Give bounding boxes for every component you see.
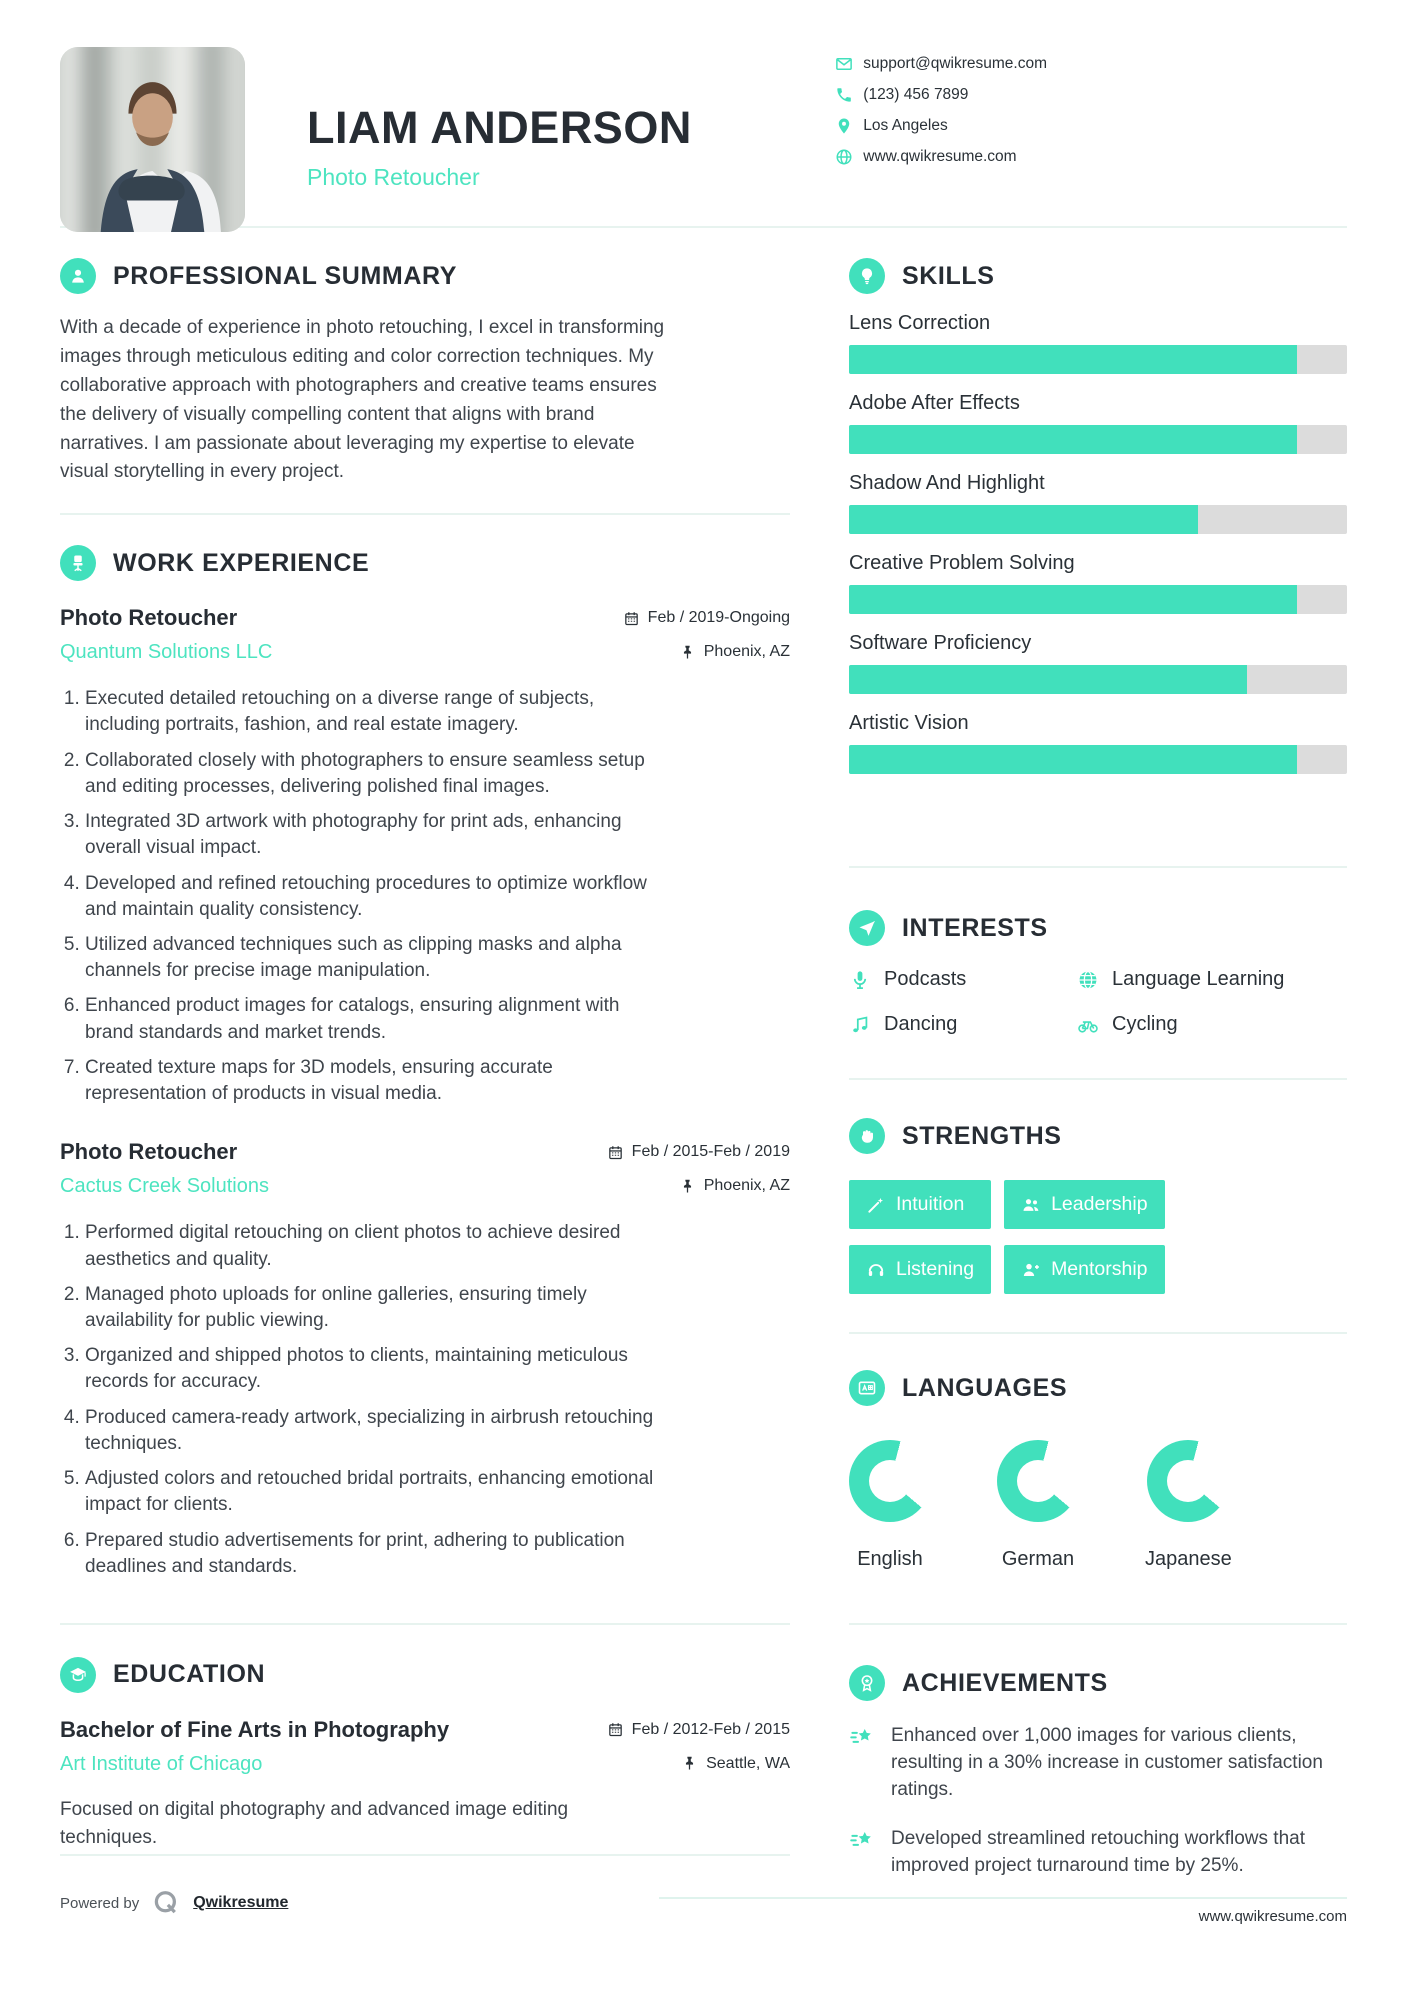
achievement-text: Developed streamlined retouching workflows that improved project turnaround time by 25%. bbox=[891, 1827, 1305, 1876]
person-icon bbox=[60, 258, 96, 294]
interest-label: Language Learning bbox=[1112, 968, 1285, 990]
skill-item bbox=[849, 312, 1347, 374]
strengths-title: STRENGTHS bbox=[902, 1121, 1062, 1150]
location-icon bbox=[835, 117, 853, 135]
footer-website-link[interactable]: www.qwikresume.com bbox=[1198, 1908, 1347, 1925]
languages-row bbox=[849, 1440, 1347, 1571]
section-work-experience bbox=[60, 545, 790, 1589]
strength-badge bbox=[1004, 1245, 1165, 1294]
pushpin-icon bbox=[681, 1755, 698, 1772]
skill-bar-track bbox=[849, 665, 1347, 694]
divider bbox=[60, 513, 790, 515]
education-location bbox=[681, 1755, 790, 1773]
bullet: 3. Organized and shipped photos to clients, maintaining meticulous records for accuracy. bbox=[85, 1343, 665, 1395]
strengths-section-header bbox=[849, 1118, 1347, 1154]
pushpin-icon bbox=[679, 1178, 696, 1195]
strength-label: Listening bbox=[896, 1258, 975, 1280]
language-ring bbox=[997, 1440, 1079, 1522]
language-item bbox=[997, 1440, 1079, 1571]
job2-company: Cactus Creek Solutions bbox=[60, 1175, 269, 1198]
job2-company-row bbox=[60, 1165, 790, 1198]
person-silhouette-icon bbox=[60, 47, 245, 232]
summary-section-header bbox=[60, 258, 790, 294]
headphones-icon bbox=[866, 1260, 886, 1280]
header bbox=[60, 47, 1347, 232]
skill-label: Adobe After Effects bbox=[849, 392, 1020, 414]
bullet: 4. Produced camera-ready artwork, specializing in airbrush retouching techniques. bbox=[85, 1405, 665, 1457]
work-section-header bbox=[60, 545, 790, 581]
interest-item bbox=[1077, 968, 1347, 991]
microphone-icon bbox=[849, 969, 871, 991]
skill-label: Creative Problem Solving bbox=[849, 552, 1075, 574]
education-title: EDUCATION bbox=[113, 1660, 266, 1689]
job2-location-text: Phoenix, AZ bbox=[703, 1177, 790, 1195]
section-languages bbox=[849, 1370, 1347, 1571]
divider bbox=[849, 866, 1347, 868]
language-item bbox=[1145, 1440, 1232, 1571]
skill-item bbox=[849, 712, 1347, 774]
language-ring bbox=[849, 1440, 931, 1522]
job2-date bbox=[607, 1143, 790, 1161]
calendar-icon bbox=[607, 1721, 624, 1738]
bullet: 2. Collaborated closely with photographers to ensure seamless setup and editing processes, delivering polished final images. bbox=[85, 748, 665, 800]
job-entry-2 bbox=[60, 1139, 790, 1580]
job2-location bbox=[679, 1177, 790, 1195]
education-date-text: Feb / 2012-Feb / 2015 bbox=[631, 1720, 790, 1738]
section-professional-summary bbox=[60, 258, 790, 487]
office-chair-icon bbox=[60, 545, 96, 581]
skill-label: Artistic Vision bbox=[849, 712, 969, 734]
bullet: 1. Performed digital retouching on client photos to achieve desired aesthetics and quality. bbox=[85, 1220, 665, 1272]
left-column bbox=[60, 258, 790, 1963]
music-note-icon bbox=[849, 1014, 871, 1036]
footer-divider bbox=[659, 1897, 1347, 1899]
language-ring bbox=[1147, 1440, 1229, 1522]
divider bbox=[849, 1078, 1347, 1080]
skills-title: SKILLS bbox=[902, 261, 995, 290]
strength-label: Intuition bbox=[896, 1193, 965, 1215]
skill-bar-fill bbox=[849, 585, 1297, 614]
summary-text: With a decade of experience in photo retouching, I excel in transforming images through meticulous editing and color correction techniques. My collaborative approach with photographers and creative teams ensures the delivery of visually compelling content that aligns with brand narratives. I am passionate about leveraging my expertise to elevate visual storytelling in every project. bbox=[60, 317, 665, 483]
lightbulb-icon bbox=[849, 258, 885, 294]
education-entry bbox=[60, 1717, 790, 1853]
skill-bar-track bbox=[849, 345, 1347, 374]
skill-label: Lens Correction bbox=[849, 312, 991, 334]
globe-icon bbox=[835, 148, 853, 166]
languages-section-header bbox=[849, 1370, 1347, 1406]
globe-icon bbox=[1077, 969, 1099, 991]
job1-title: Photo Retoucher bbox=[60, 605, 238, 631]
skill-item bbox=[849, 552, 1347, 614]
achievement-text: Enhanced over 1,000 images for various clients, resulting in a 30% increase in customer satisfaction ratings. bbox=[891, 1725, 1323, 1800]
skill-bar-fill bbox=[849, 665, 1247, 694]
job1-date bbox=[623, 609, 790, 627]
right-footer bbox=[849, 1897, 1347, 1963]
skill-item bbox=[849, 632, 1347, 694]
bullet: 3. Integrated 3D artwork with photography for print ads, enhancing overall visual impact. bbox=[85, 809, 665, 861]
bullet: 6. Enhanced product images for catalogs, ensuring alignment with brand standards and market trends. bbox=[85, 993, 665, 1045]
bullet: 1. Executed detailed retouching on a diverse range of subjects, including portraits, fashion, and real estate imagery. bbox=[85, 686, 665, 738]
education-school-row bbox=[60, 1743, 790, 1776]
interest-label: Dancing bbox=[884, 1013, 958, 1035]
qwikresume-logo-icon bbox=[151, 1888, 181, 1918]
contact-phone[interactable] bbox=[835, 86, 1047, 104]
powered-by-label: Powered by bbox=[60, 1894, 140, 1912]
contact-list bbox=[835, 47, 1047, 166]
education-school: Art Institute of Chicago bbox=[60, 1752, 263, 1775]
profile-photo bbox=[60, 47, 245, 232]
job-entry-1 bbox=[60, 605, 790, 1107]
language-label: English bbox=[857, 1548, 923, 1570]
shooting-star-icon bbox=[849, 1725, 876, 1804]
qwikresume-link[interactable]: Qwikresume bbox=[193, 1894, 289, 1911]
person-name: LIAM ANDERSON bbox=[307, 102, 692, 153]
skill-label: Software Proficiency bbox=[849, 632, 1032, 654]
divider bbox=[849, 1623, 1347, 1625]
person-plus-icon bbox=[1021, 1260, 1041, 1280]
divider bbox=[849, 1332, 1347, 1334]
email-icon bbox=[835, 55, 853, 73]
strength-badge bbox=[849, 1180, 991, 1229]
bullet: 2. Managed photo uploads for online galleries, ensuring timely availability for public viewing. bbox=[85, 1282, 665, 1334]
phone-icon bbox=[835, 86, 853, 104]
section-strengths bbox=[849, 1118, 1347, 1294]
job1-title-row bbox=[60, 605, 790, 631]
job2-title-row bbox=[60, 1139, 790, 1165]
interests-section-header bbox=[849, 910, 1347, 946]
skill-bar-track bbox=[849, 505, 1347, 534]
strength-badge bbox=[849, 1245, 991, 1294]
bullet: 6. Prepared studio advertisements for print, adhering to publication deadlines and standards. bbox=[85, 1528, 665, 1580]
calendar-icon bbox=[623, 610, 640, 627]
interest-label: Cycling bbox=[1112, 1013, 1178, 1035]
bullet: 7. Created texture maps for 3D models, ensuring accurate representation of products in visual media. bbox=[85, 1055, 665, 1107]
skill-item bbox=[849, 472, 1347, 534]
pushpin-icon bbox=[679, 644, 696, 661]
education-section-header bbox=[60, 1657, 790, 1693]
interest-label: Podcasts bbox=[884, 968, 967, 990]
skill-item bbox=[849, 392, 1347, 454]
achievements-list bbox=[849, 1723, 1347, 1880]
job1-location bbox=[679, 643, 790, 661]
paper-plane-icon bbox=[849, 910, 885, 946]
skill-bar-track bbox=[849, 585, 1347, 614]
name-block bbox=[307, 47, 692, 191]
interest-item bbox=[849, 968, 1077, 991]
interests-grid bbox=[849, 968, 1347, 1036]
job1-location-text: Phoenix, AZ bbox=[703, 643, 790, 661]
achievement-item bbox=[849, 1826, 1347, 1880]
medal-icon bbox=[849, 1665, 885, 1701]
divider bbox=[60, 1623, 790, 1625]
bullet: 4. Developed and refined retouching procedures to optimize workflow and maintain quality consistency. bbox=[85, 871, 665, 923]
section-education bbox=[60, 1657, 790, 1853]
interests-title: INTERESTS bbox=[902, 913, 1048, 942]
job1-bullets bbox=[60, 686, 665, 1107]
skill-bar-track bbox=[849, 745, 1347, 774]
language-item bbox=[849, 1440, 931, 1571]
language-label: Japanese bbox=[1145, 1548, 1232, 1570]
divider bbox=[60, 1854, 790, 1856]
fist-icon bbox=[849, 1118, 885, 1154]
right-column bbox=[849, 258, 1347, 1963]
skill-bar-fill bbox=[849, 505, 1198, 534]
powered-by bbox=[60, 1888, 790, 1918]
translate-icon bbox=[849, 1370, 885, 1406]
strength-label: Leadership bbox=[1051, 1193, 1148, 1215]
achievement-item bbox=[849, 1723, 1347, 1804]
education-description: Focused on digital photography and advanced image editing techniques. bbox=[60, 1798, 569, 1849]
strength-label: Mentorship bbox=[1051, 1258, 1148, 1280]
strengths-grid bbox=[849, 1180, 1347, 1294]
contact-website[interactable] bbox=[835, 148, 1047, 166]
section-interests bbox=[849, 910, 1347, 1036]
wand-icon bbox=[866, 1195, 886, 1215]
education-date bbox=[607, 1721, 790, 1739]
education-degree-row bbox=[60, 1717, 790, 1743]
skill-bar-fill bbox=[849, 745, 1297, 774]
language-label: German bbox=[1001, 1548, 1075, 1570]
skill-bar-fill bbox=[849, 425, 1297, 454]
calendar-icon bbox=[607, 1144, 624, 1161]
education-degree: Bachelor of Fine Arts in Photography bbox=[60, 1716, 450, 1742]
job1-date-text: Feb / 2019-Ongoing bbox=[647, 609, 790, 627]
skills-section-header bbox=[849, 258, 1347, 294]
job2-date-text: Feb / 2015-Feb / 2019 bbox=[631, 1143, 790, 1161]
contact-email[interactable] bbox=[835, 55, 1047, 73]
achievements-title: ACHIEVEMENTS bbox=[902, 1668, 1108, 1697]
achievements-section-header bbox=[849, 1665, 1347, 1701]
work-title: WORK EXPERIENCE bbox=[113, 548, 370, 577]
interest-item bbox=[849, 1013, 1077, 1036]
contact-location[interactable] bbox=[835, 117, 1047, 135]
header-divider bbox=[60, 226, 1347, 228]
skill-bar-fill bbox=[849, 345, 1297, 374]
shooting-star-icon bbox=[849, 1828, 876, 1880]
strength-badge bbox=[1004, 1180, 1165, 1229]
skill-bar-track bbox=[849, 425, 1347, 454]
contact-email-text: support@qwikresume.com bbox=[863, 55, 1047, 72]
job2-bullets bbox=[60, 1220, 665, 1580]
contact-location-text: Los Angeles bbox=[863, 117, 948, 134]
contact-phone-text: (123) 456 7899 bbox=[863, 86, 969, 103]
contact-website-text: www.qwikresume.com bbox=[863, 148, 1017, 165]
bicycle-icon bbox=[1077, 1014, 1099, 1036]
bullet: 5. Utilized advanced techniques such as clipping masks and alpha channels for precise image manipulation. bbox=[85, 932, 665, 984]
skill-label: Shadow And Highlight bbox=[849, 472, 1045, 494]
main-content bbox=[60, 258, 1347, 1963]
languages-title: LANGUAGES bbox=[902, 1373, 1068, 1402]
education-location-text: Seattle, WA bbox=[706, 1754, 790, 1772]
users-icon bbox=[1021, 1195, 1041, 1215]
section-skills bbox=[849, 258, 1347, 774]
graduation-cap-icon bbox=[60, 1657, 96, 1693]
job1-company-row bbox=[60, 631, 790, 664]
job2-title: Photo Retoucher bbox=[60, 1139, 238, 1165]
job1-company: Quantum Solutions LLC bbox=[60, 641, 273, 664]
interest-item bbox=[1077, 1013, 1347, 1036]
person-job-title: Photo Retoucher bbox=[307, 164, 480, 190]
left-footer bbox=[60, 1854, 790, 1963]
summary-title: PROFESSIONAL SUMMARY bbox=[113, 261, 457, 290]
section-achievements bbox=[849, 1665, 1347, 1880]
bullet: 5. Adjusted colors and retouched bridal portraits, enhancing emotional impact for clients. bbox=[85, 1466, 665, 1518]
